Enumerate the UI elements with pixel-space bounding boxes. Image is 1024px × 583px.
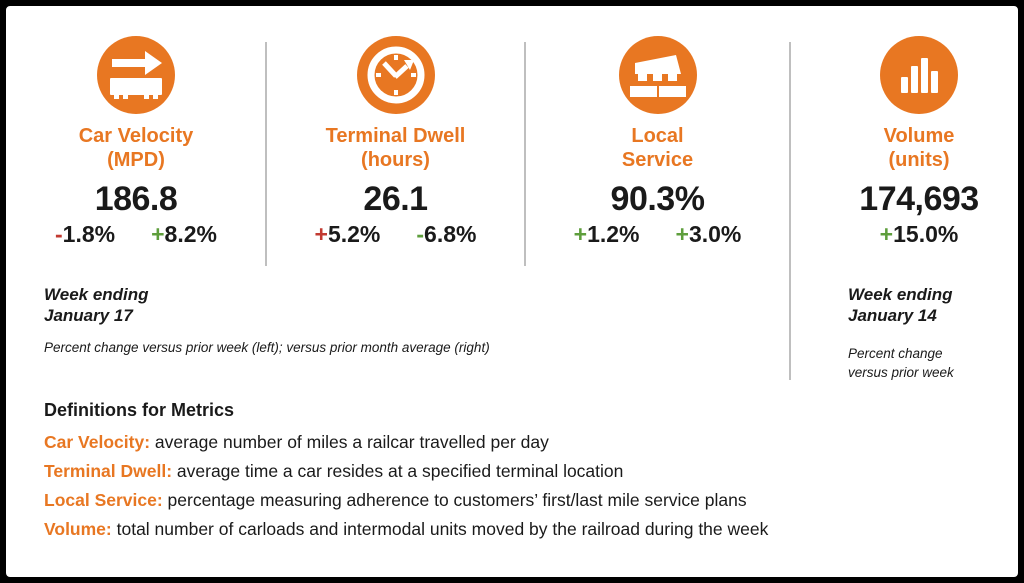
metric-label: Car Velocity (MPD): [78, 125, 194, 171]
metric-changes: [6, 220, 266, 248]
change-vs-prior-month: -6.8%: [416, 221, 477, 247]
metric-terminal-dwell: [266, 36, 525, 248]
metric-changes: [525, 220, 790, 248]
bar-chart-icon: [880, 36, 958, 114]
change-vs-prior-week: +5.2%: [314, 221, 381, 247]
definition-terminal-dwell: Terminal Dwell: average time a car resides at a specified terminal location: [44, 461, 624, 481]
week-ending-left: Week ending January 17: [44, 285, 149, 325]
metric-label: Terminal Dwell (hours): [325, 125, 466, 171]
change-vs-prior-week: +1.2%: [573, 221, 640, 247]
change-vs-prior-week: +15.0%: [879, 221, 959, 247]
metric-value: 174,693: [859, 180, 979, 218]
metric-value: 26.1: [363, 180, 428, 218]
warehouse-railcars-icon: [619, 36, 697, 114]
change-vs-prior-week: -1.8%: [55, 221, 116, 247]
definition-car-velocity: Car Velocity: average number of miles a railcar travelled per day: [44, 432, 549, 452]
footnote-percent-change-right: Percent change versus prior week: [848, 346, 954, 380]
change-vs-prior-month: +8.2%: [151, 221, 217, 247]
metric-changes: [820, 220, 1018, 248]
metric-label: Local Service: [621, 125, 694, 171]
definitions-section: [44, 400, 768, 544]
metric-value: 186.8: [94, 180, 178, 218]
definition-volume: Volume: total number of carloads and intermodal units moved by the railroad during the week: [44, 519, 769, 539]
metric-car-velocity: [6, 36, 266, 248]
week-ending-right: Week ending January 14: [848, 285, 953, 325]
clock-icon: [357, 36, 435, 114]
metric-value: 90.3%: [610, 180, 705, 218]
metric-local-service: [525, 36, 790, 248]
definition-local-service: Local Service: percentage measuring adherence to customers’ first/last mile service plans: [44, 490, 747, 510]
definitions-header: Definitions for Metrics: [44, 400, 235, 420]
metric-label: Volume (units): [883, 125, 955, 171]
change-vs-prior-month: +3.0%: [675, 221, 742, 247]
car-velocity-icon: [97, 36, 175, 114]
metric-volume: [790, 36, 1018, 248]
footnote-percent-change: Percent change versus prior week (left); versus prior month average (right): [44, 340, 490, 355]
metric-changes: [266, 220, 525, 248]
